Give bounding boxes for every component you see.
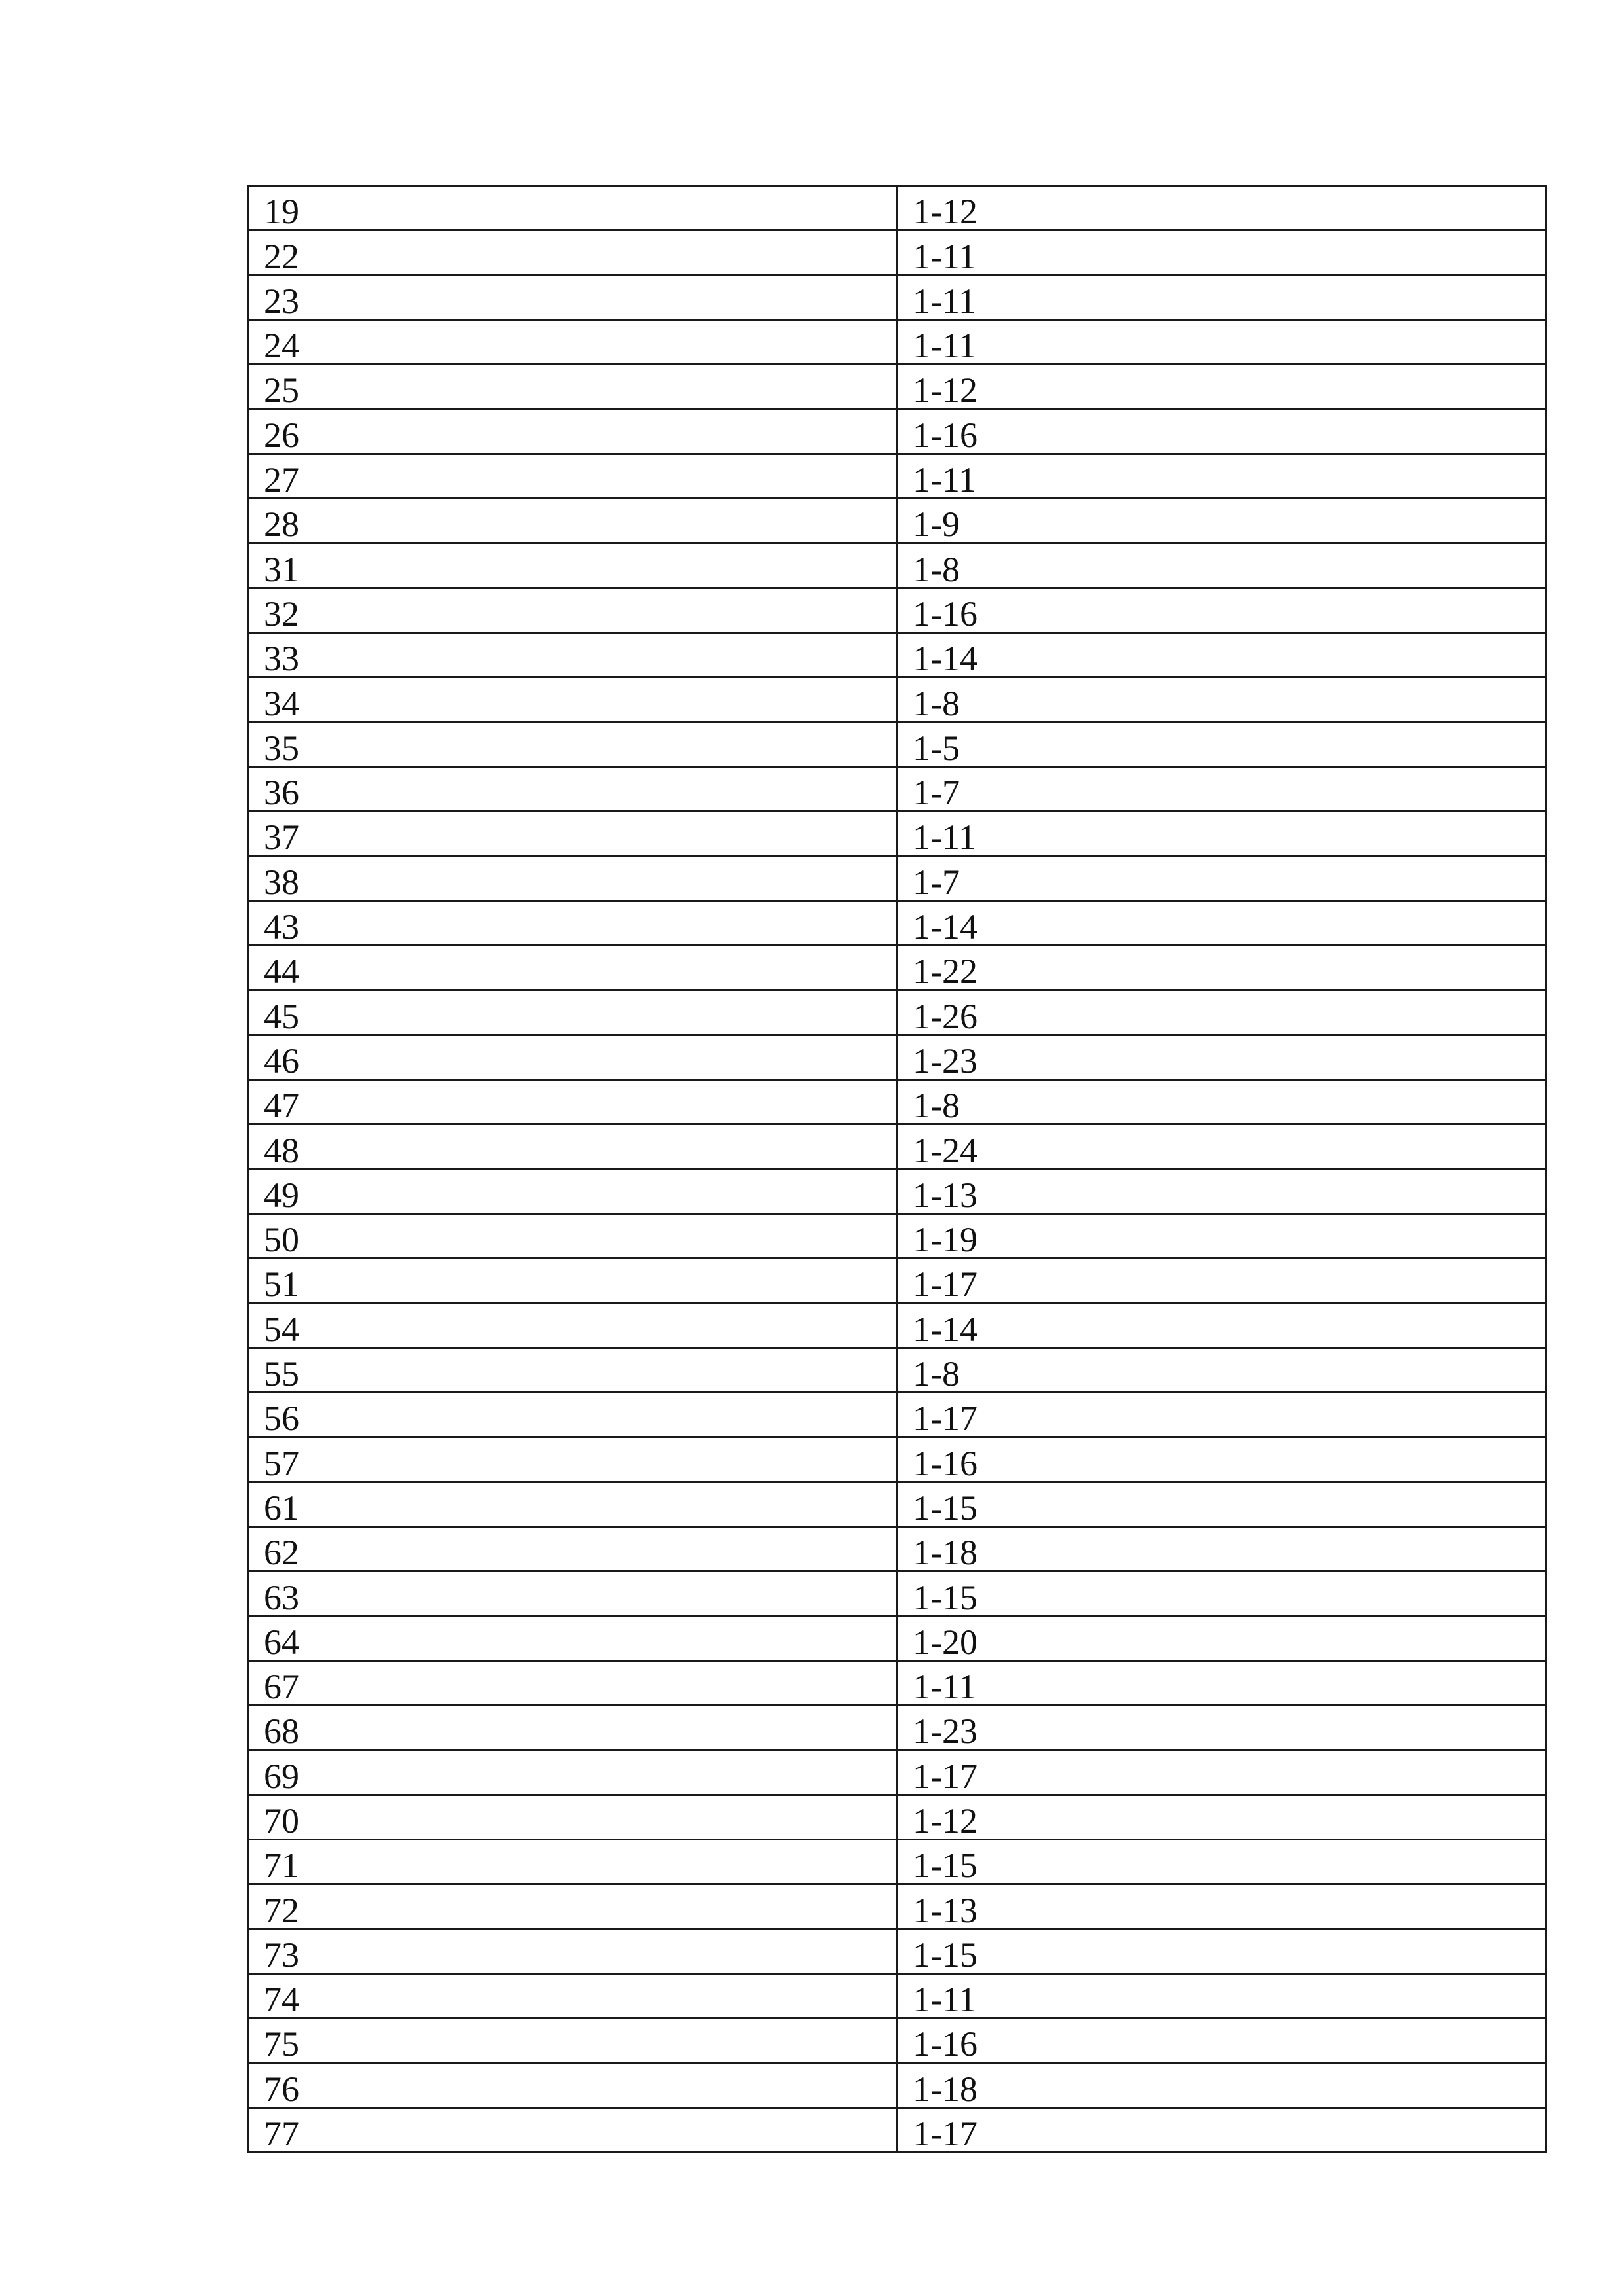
table-row (249, 856, 1546, 901)
row-number-cell: 24 (249, 319, 898, 364)
range-cell: 1-24 (898, 1124, 1546, 1169)
range-cell: 1-13 (898, 1884, 1546, 1929)
table-row (249, 677, 1546, 722)
row-number-cell: 77 (249, 2108, 898, 2152)
table-row (249, 1884, 1546, 1929)
row-number-cell: 37 (249, 812, 898, 856)
row-number-cell: 56 (249, 1393, 898, 1437)
table-body (249, 186, 1546, 2153)
row-number-cell: 34 (249, 677, 898, 722)
row-number-cell: 23 (249, 275, 898, 319)
table-row (249, 722, 1546, 766)
table-row (249, 1213, 1546, 1258)
row-number-cell: 48 (249, 1124, 898, 1169)
table-row (249, 1482, 1546, 1526)
range-cell: 1-11 (898, 319, 1546, 364)
table-row (249, 588, 1546, 632)
row-number-cell: 28 (249, 499, 898, 543)
table-row (249, 946, 1546, 990)
table-row (249, 1169, 1546, 1213)
range-cell: 1-13 (898, 1169, 1546, 1213)
range-cell: 1-15 (898, 1482, 1546, 1526)
range-cell: 1-22 (898, 946, 1546, 990)
row-number-cell: 43 (249, 901, 898, 945)
range-cell: 1-9 (898, 499, 1546, 543)
row-number-cell: 46 (249, 1035, 898, 1079)
table-row (249, 1973, 1546, 2018)
table-row (249, 1616, 1546, 1660)
row-number-cell: 74 (249, 1973, 898, 2018)
table-row (249, 990, 1546, 1035)
range-cell: 1-17 (898, 2108, 1546, 2152)
table-row (249, 1795, 1546, 1839)
table-row (249, 901, 1546, 945)
table-row (249, 499, 1546, 543)
row-number-cell: 62 (249, 1526, 898, 1571)
range-cell: 1-16 (898, 2018, 1546, 2063)
row-number-cell: 71 (249, 1839, 898, 1884)
range-cell: 1-8 (898, 1079, 1546, 1124)
row-number-cell: 26 (249, 409, 898, 454)
row-number-cell: 75 (249, 2018, 898, 2063)
row-number-cell: 54 (249, 1303, 898, 1348)
range-cell: 1-8 (898, 677, 1546, 722)
range-cell: 1-7 (898, 856, 1546, 901)
row-number-cell: 64 (249, 1616, 898, 1660)
table-row (249, 409, 1546, 454)
table-row (249, 1706, 1546, 1750)
row-number-cell: 25 (249, 365, 898, 409)
table-row (249, 1035, 1546, 1079)
range-cell: 1-12 (898, 186, 1546, 230)
range-cell: 1-8 (898, 1348, 1546, 1392)
range-cell: 1-11 (898, 1660, 1546, 1705)
table-row (249, 2018, 1546, 2063)
range-cell: 1-16 (898, 588, 1546, 632)
table-row (249, 1526, 1546, 1571)
row-number-cell: 55 (249, 1348, 898, 1392)
table-row (249, 1929, 1546, 1973)
table-row (249, 2063, 1546, 2108)
row-number-cell: 76 (249, 2063, 898, 2108)
table-row (249, 1660, 1546, 1705)
row-number-cell: 69 (249, 1750, 898, 1795)
row-number-cell: 32 (249, 588, 898, 632)
table-row (249, 230, 1546, 275)
row-number-cell: 38 (249, 856, 898, 901)
table-row (249, 1348, 1546, 1392)
range-cell: 1-14 (898, 1303, 1546, 1348)
table-row (249, 2108, 1546, 2152)
row-number-cell: 27 (249, 454, 898, 498)
range-cell: 1-14 (898, 901, 1546, 945)
range-cell: 1-18 (898, 1526, 1546, 1571)
table-row (249, 1750, 1546, 1795)
row-number-cell: 45 (249, 990, 898, 1035)
range-cell: 1-16 (898, 409, 1546, 454)
range-cell: 1-11 (898, 454, 1546, 498)
table-row (249, 632, 1546, 677)
table-row (249, 543, 1546, 588)
range-cell: 1-15 (898, 1839, 1546, 1884)
row-number-cell: 73 (249, 1929, 898, 1973)
row-number-cell: 44 (249, 946, 898, 990)
row-number-cell: 31 (249, 543, 898, 588)
range-cell: 1-5 (898, 722, 1546, 766)
range-cell: 1-17 (898, 1393, 1546, 1437)
row-number-cell: 72 (249, 1884, 898, 1929)
range-cell: 1-16 (898, 1437, 1546, 1482)
range-cell: 1-11 (898, 275, 1546, 319)
table-row (249, 1393, 1546, 1437)
range-cell: 1-23 (898, 1706, 1546, 1750)
table-row (249, 1437, 1546, 1482)
row-number-cell: 68 (249, 1706, 898, 1750)
row-number-cell: 70 (249, 1795, 898, 1839)
range-cell: 1-15 (898, 1571, 1546, 1616)
row-number-cell: 51 (249, 1259, 898, 1303)
row-number-cell: 57 (249, 1437, 898, 1482)
row-number-cell: 47 (249, 1079, 898, 1124)
range-cell: 1-15 (898, 1929, 1546, 1973)
range-cell: 1-26 (898, 990, 1546, 1035)
table-row (249, 1124, 1546, 1169)
row-number-cell: 35 (249, 722, 898, 766)
row-number-cell: 50 (249, 1213, 898, 1258)
table-row (249, 319, 1546, 364)
table-row (249, 766, 1546, 811)
table-row (249, 454, 1546, 498)
range-cell: 1-19 (898, 1213, 1546, 1258)
table-row (249, 1571, 1546, 1616)
range-cell: 1-14 (898, 632, 1546, 677)
range-cell: 1-8 (898, 543, 1546, 588)
range-cell: 1-11 (898, 230, 1546, 275)
range-cell: 1-17 (898, 1750, 1546, 1795)
range-cell: 1-18 (898, 2063, 1546, 2108)
row-number-cell: 61 (249, 1482, 898, 1526)
row-number-cell: 19 (249, 186, 898, 230)
range-cell: 1-11 (898, 812, 1546, 856)
range-cell: 1-11 (898, 1973, 1546, 2018)
table-row (249, 186, 1546, 230)
range-cell: 1-7 (898, 766, 1546, 811)
range-cell: 1-12 (898, 365, 1546, 409)
table-row (249, 1079, 1546, 1124)
row-number-cell: 49 (249, 1169, 898, 1213)
table-row (249, 275, 1546, 319)
table-row (249, 1839, 1546, 1884)
row-number-cell: 22 (249, 230, 898, 275)
row-number-cell: 67 (249, 1660, 898, 1705)
range-cell: 1-12 (898, 1795, 1546, 1839)
table-row (249, 365, 1546, 409)
row-number-cell: 36 (249, 766, 898, 811)
range-cell: 1-20 (898, 1616, 1546, 1660)
table-row (249, 1259, 1546, 1303)
table-row (249, 812, 1546, 856)
row-number-cell: 33 (249, 632, 898, 677)
data-table (247, 185, 1547, 2153)
range-cell: 1-17 (898, 1259, 1546, 1303)
row-number-cell: 63 (249, 1571, 898, 1616)
range-cell: 1-23 (898, 1035, 1546, 1079)
table-row (249, 1303, 1546, 1348)
